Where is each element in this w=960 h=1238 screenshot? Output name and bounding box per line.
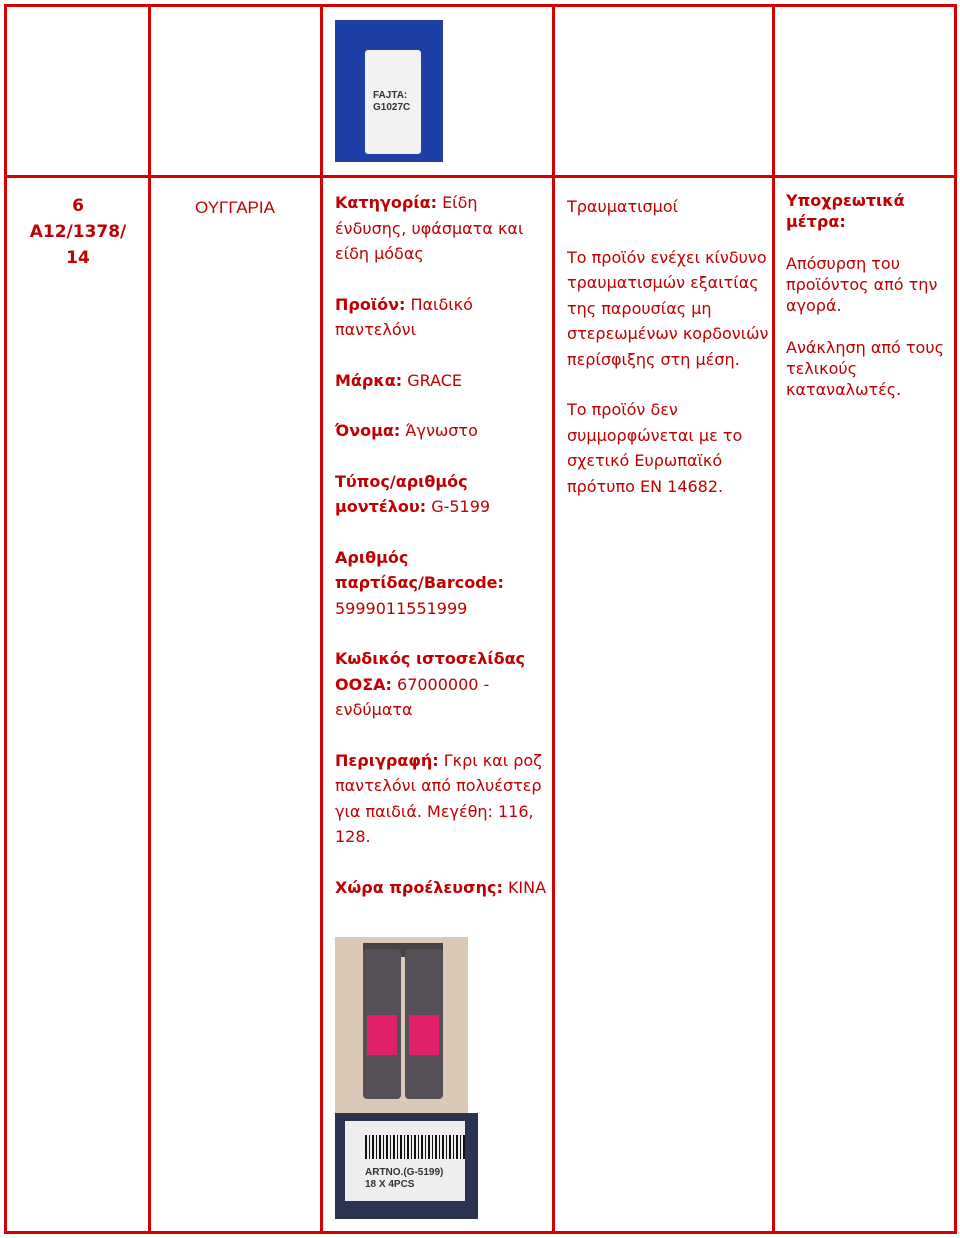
notifying-country: ΟΥΓΓΑΡΙΑ [195, 198, 275, 217]
hang-tag-text: FAJTA: G1027C [373, 90, 411, 113]
row-ref-line2: 14 [66, 248, 90, 268]
product-origin: Χώρα προέλευσης: ΚΙΝΑ [335, 877, 547, 897]
product-category: Κατηγορία: Είδη ένδυσης, υφάσματα και είδη μόδας [335, 193, 524, 263]
risk-standard: Το προϊόν δεν συμμορφώνεται με το σχετικό Ευρωπαϊκό πρότυπο EN 14682. [567, 400, 743, 496]
risk-description: Το προϊόν ενέχει κίνδυνο τραυματισμών εξαιτίας της παρουσίας μη στερεωμένων κορδονιών περίσφιξης στη μέση. [567, 247, 769, 369]
row-ref-line1: A12/1378/ [29, 222, 127, 242]
pants-pink-panel [367, 1015, 397, 1055]
measures [786, 190, 951, 421]
column-divider [320, 4, 323, 1234]
column-divider [552, 4, 555, 1234]
product-photo-pants [335, 937, 468, 1113]
hang-tag [365, 50, 421, 154]
measure-recall: Ανάκληση από τους τελικούς καταναλωτές. [786, 338, 944, 399]
product-tag-photo [335, 20, 443, 162]
barcode-icon [365, 1135, 465, 1159]
measures-title: Υποχρεωτικά μέτρα: [786, 191, 905, 231]
product-description: Περιγραφή: Γκρι και ροζ παντελόνι από πολυέστερ για παιδιά. Μεγέθη: 116, 128. [335, 750, 542, 846]
column-divider [148, 4, 151, 1234]
product-brand: Μάρκα: GRACE [335, 370, 463, 390]
table-bottom-border [4, 1231, 957, 1234]
product-type: Προϊόν: Παιδικό παντελόνι [335, 294, 473, 339]
product-details [335, 190, 550, 925]
table-top-border [4, 4, 957, 7]
table-right-border [954, 4, 957, 1234]
column-divider [772, 4, 775, 1234]
product-model: Τύπος/αριθμός μοντέλου: G-5199 [335, 471, 491, 516]
risk-details [567, 194, 772, 524]
row-index: 6 [72, 196, 84, 216]
product-label-photo [335, 1113, 478, 1219]
product-label [345, 1121, 465, 1201]
measure-withdrawal: Απόσυρση του προϊόντος από την αγορά. [786, 254, 938, 315]
table-row-divider [4, 175, 957, 178]
product-name: Όνομα: Άγνωστο [335, 421, 478, 440]
product-barcode: Αριθμός παρτίδας/Barcode: 5999011551999 [335, 547, 504, 618]
product-oecd-code: Κωδικός ιστοσελίδας ΟΟΣΑ: 67000000 - ενδύματα [335, 649, 526, 719]
pants-pink-panel [409, 1015, 439, 1055]
risk-type: Τραυματισμοί [567, 197, 679, 216]
table-left-border [4, 4, 7, 1234]
row-reference [8, 193, 148, 271]
product-label-text: ARTNO.(G-5199) 18 X 4PCS [365, 1167, 444, 1190]
